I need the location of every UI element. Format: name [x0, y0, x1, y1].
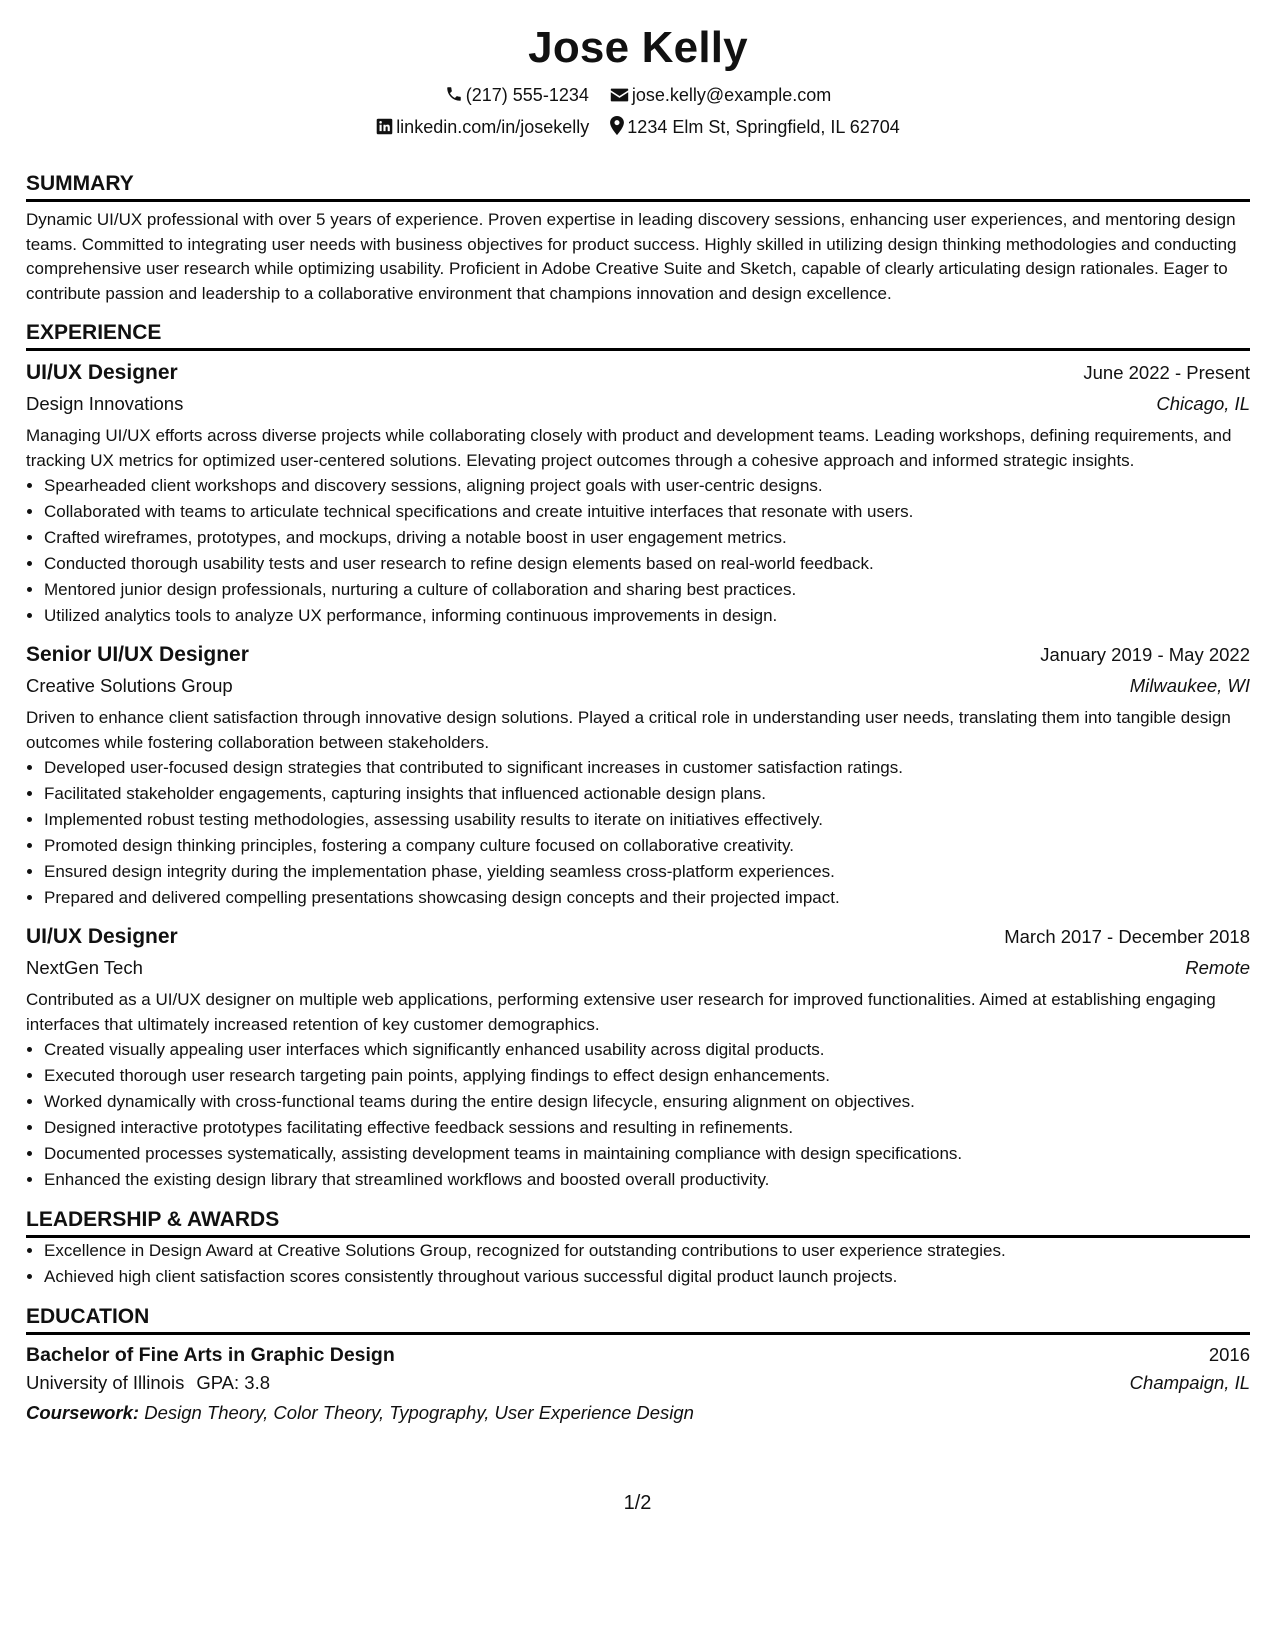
awards-section [26, 1207, 1250, 1290]
email-address[interactable]: jose.kelly@example.com [631, 85, 832, 105]
gpa: GPA: 3.8 [196, 1372, 271, 1393]
list-item: • Developed user-focused design strategies that contributed to significant increases in customer satisfaction ratings. [44, 755, 1250, 781]
linkedin-icon [376, 118, 393, 135]
job-description: Driven to enhance client satisfaction through innovative design solutions. Played a critical role in understanding user needs, translating them into tangible design outcomes while fostering collaboration between stakeholders. [26, 708, 1231, 752]
list-item: • Spearheaded client workshops and discovery sessions, aligning project goals with user-centric designs. [44, 473, 1250, 499]
company-name: Design Innovations [26, 393, 184, 414]
coursework-list: Design Theory, Color Theory, Typography, User Experience Design [144, 1402, 694, 1423]
experience-heading: EXPERIENCE [26, 320, 1250, 351]
list-item: • Mentored junior design professionals, nurturing a culture of collaboration and sharing best practices. [44, 577, 1250, 603]
job-bullets [26, 755, 1250, 911]
list-item: • Implemented robust testing methodologies, assessing usability results to iterate on initiatives effectively. [44, 807, 1250, 833]
list-item: • Documented processes systematically, assisting development teams in maintaining compliance with design specifications. [44, 1141, 1250, 1167]
email-contact[interactable] [610, 83, 831, 107]
list-item: • Created visually appealing user interfaces which significantly enhanced usability across digital products. [44, 1037, 1250, 1063]
company-name: Creative Solutions Group [26, 675, 233, 696]
awards-list [26, 1238, 1250, 1290]
phone-number: (217) 555-1234 [465, 85, 589, 105]
contact-row-1 [26, 83, 1250, 107]
summary-section [26, 171, 1250, 306]
job-dates: March 2017 - December 2018 [1004, 926, 1250, 947]
summary-text: Dynamic UI/UX professional with over 5 years of experience. Proven expertise in leading discovery sessions, enhancing user experiences, and mentoring design teams. Committed to integrating user needs with business objectives for product success. Highly skilled in utilizing design thinking methodologies and conducting comprehensive user research while optimizing usability. Proficient in Adobe Creative Suite and Sketch, capable of clearly articulating design rationales. Eager to contribute passion and leadership to a collaborative environment that champions innovation and design excellence. [26, 210, 1237, 303]
job-bullets [26, 1037, 1250, 1193]
address: 1234 Elm St, Springfield, IL 62704 [627, 117, 900, 137]
list-item: • Conducted thorough usability tests and user research to refine design elements based on real-world feedback. [44, 551, 1250, 577]
phone-contact [445, 83, 589, 107]
list-item: • Executed thorough user research targeting pain points, applying findings to effect design enhancements. [44, 1063, 1250, 1089]
awards-heading: LEADERSHIP & AWARDS [26, 1207, 1250, 1238]
envelope-icon [610, 87, 629, 103]
coursework-label: Coursework: [26, 1402, 140, 1423]
job-location: Milwaukee, WI [1129, 675, 1250, 696]
job-entry [26, 641, 1250, 911]
education-section [26, 1304, 1250, 1427]
list-item: • Enhanced the existing design library that streamlined workflows and boosted overall productivity. [44, 1167, 1250, 1193]
job-bullets [26, 473, 1250, 629]
degree: Bachelor of Fine Arts in Graphic Design [26, 1344, 395, 1366]
list-item: • Achieved high client satisfaction scores consistently throughout various successful digital product launch projects. [44, 1264, 1250, 1290]
list-item: • Prepared and delivered compelling presentations showcasing design concepts and their projected impact. [44, 885, 1250, 911]
contact-row-2 [26, 115, 1250, 139]
list-item: • Promoted design thinking principles, fostering a company culture focused on collaborative creativity. [44, 833, 1250, 859]
list-item: • Ensured design integrity during the implementation phase, yielding seamless cross-platform experiences. [44, 859, 1250, 885]
list-item: • Excellence in Design Award at Creative Solutions Group, recognized for outstanding contributions to user experience strategies. [44, 1238, 1250, 1264]
job-location: Remote [1185, 957, 1250, 978]
job-title: UI/UX Designer [26, 361, 178, 384]
job-description: Contributed as a UI/UX designer on multiple web applications, performing extensive user research for improved functionalities. Aimed at establishing engaging interfaces that ultimately increased retention of key customer demographics. [26, 990, 1216, 1034]
job-title: Senior UI/UX Designer [26, 643, 249, 666]
resume-header [26, 20, 1250, 139]
job-description: Managing UI/UX efforts across diverse projects while collaborating closely with product and development teams. Leading workshops, defining requirements, and tracking UX metrics for optimized user-centered solutions. Elevating project outcomes through a cohesive approach and informed strategic insights. [26, 426, 1232, 470]
job-dates: June 2022 - Present [1083, 362, 1250, 383]
experience-section [26, 320, 1250, 1193]
linkedin-contact[interactable] [376, 115, 589, 139]
page-number: 1/2 [623, 1492, 652, 1514]
candidate-name: Jose Kelly [528, 23, 748, 72]
address-contact [610, 115, 900, 139]
company-name: NextGen Tech [26, 957, 143, 978]
list-item: • Facilitated stakeholder engagements, capturing insights that influenced actionable design plans. [44, 781, 1250, 807]
job-entry [26, 923, 1250, 1193]
job-title: UI/UX Designer [26, 925, 178, 948]
list-item: • Utilized analytics tools to analyze UX performance, informing continuous improvements in design. [44, 603, 1250, 629]
phone-icon [445, 85, 463, 103]
linkedin-url[interactable]: linkedin.com/in/josekelly [396, 117, 590, 137]
list-item: • Worked dynamically with cross-functional teams during the entire design lifecycle, ensuring alignment on objectives. [44, 1089, 1250, 1115]
education-heading: EDUCATION [26, 1304, 1250, 1335]
school-and-gpa [26, 1369, 270, 1397]
coursework [26, 1399, 1250, 1427]
map-pin-icon [610, 116, 624, 135]
school-name: University of Illinois [26, 1372, 185, 1393]
resume-page [26, 20, 1250, 1427]
list-item: • Designed interactive prototypes facilitating effective feedback sessions and resulting in refinements. [44, 1115, 1250, 1141]
job-location: Chicago, IL [1156, 393, 1250, 414]
graduation-year: 2016 [1208, 1344, 1250, 1365]
list-item: • Collaborated with teams to articulate technical specifications and create intuitive interfaces that resonate with users. [44, 499, 1250, 525]
summary-heading: SUMMARY [26, 171, 1250, 202]
job-entry [26, 359, 1250, 629]
school-location: Champaign, IL [1129, 1372, 1250, 1393]
list-item: • Crafted wireframes, prototypes, and mockups, driving a notable boost in user engagement metrics. [44, 525, 1250, 551]
job-dates: January 2019 - May 2022 [1040, 644, 1250, 665]
